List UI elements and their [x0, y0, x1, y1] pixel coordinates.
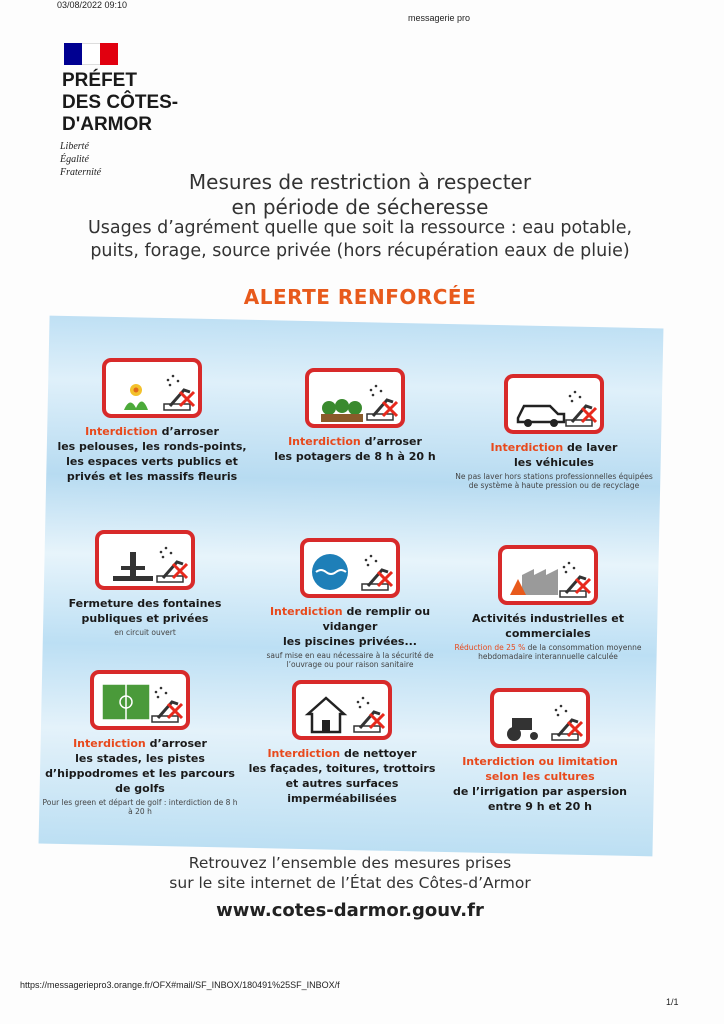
print-app-name: messagerie pro	[408, 13, 471, 23]
measure-card	[454, 374, 654, 490]
measure-body: Activités industrielles et commerciales	[472, 612, 624, 640]
measure-text	[45, 596, 245, 626]
measure-text	[255, 434, 455, 464]
measure-text	[250, 604, 450, 649]
measure-lead: Interdiction	[85, 425, 158, 438]
measure-card	[255, 368, 455, 464]
measure-note	[45, 628, 245, 637]
measure-lead: Interdiction	[288, 435, 361, 448]
website-link[interactable]: www.cotes-darmor.gouv.fr	[216, 900, 484, 921]
page-title: Mesures de restriction à respecter en période de sécheresse	[188, 170, 532, 219]
page-number: 1/1	[666, 997, 679, 1007]
alert-level: ALERTE RENFORCÉE	[243, 285, 477, 309]
measure-text	[242, 746, 442, 806]
pool-icon	[300, 538, 400, 598]
vegetable-garden-icon	[305, 368, 405, 428]
measure-card	[448, 545, 648, 661]
measure-note-text: de la consommation moyenne hebdomadaire interannuelle calculée	[478, 643, 642, 661]
measure-note	[454, 472, 654, 490]
measure-body: les façades, toitures, trottoirs et autres surfaces imperméabilisées	[248, 762, 436, 805]
measure-note-text: sauf mise en eau nécessaire à la sécurité de l’ouvrage ou pour raison sanitaire	[266, 651, 434, 669]
measure-lead: Interdiction	[269, 605, 343, 618]
stadium-icon	[90, 670, 190, 730]
measure-body: les stades, les pistes d’hippodromes et les parcours de golfs	[45, 752, 235, 795]
republic-motto: Liberté Égalité Fraternité	[60, 141, 102, 178]
measure-lead: Interdiction	[490, 441, 564, 454]
measure-text	[40, 736, 240, 796]
measure-lead: Interdiction ou limitation	[462, 755, 618, 768]
measure-note	[40, 798, 240, 816]
measure-body: Fermeture des fontaines publiques et privées	[68, 597, 222, 625]
measure-lead-rest: d’arroser	[360, 435, 422, 448]
measure-text	[52, 424, 252, 484]
measure-note-highlight: Réduction de 25 %	[454, 643, 526, 652]
marianne-flag-logo	[64, 43, 118, 65]
measure-card	[242, 680, 442, 806]
measure-note-text: Pour les green et départ de golf : interdiction de 8 h à 20 h	[42, 798, 238, 816]
measure-note	[448, 643, 648, 661]
measure-card	[52, 358, 252, 484]
measure-text	[454, 440, 654, 470]
measure-condition: selon les cultures	[485, 770, 595, 783]
measure-note-text: Ne pas laver hors stations professionnelles équipées de système à haute pression ou de recyclage	[455, 472, 653, 490]
fountain-icon	[95, 530, 195, 590]
print-url: https://messageriepro3.orange.fr/OFX#mail/SF_INBOX/180491%25SF_INBOX/f	[20, 980, 340, 990]
measure-body: les piscines privées...	[282, 635, 417, 648]
measure-lead: Interdiction	[73, 737, 146, 750]
print-datetime: 03/08/2022 09:10	[57, 0, 128, 10]
flower-sprinkler-icon	[102, 358, 202, 418]
measure-card	[40, 670, 240, 816]
page-subtitle: Usages d’agrément quelle que soit la ressource : eau potable, puits, forage, source privée (hors récupération eaux de pluie)	[87, 218, 633, 261]
measure-card	[440, 688, 640, 814]
measure-lead-rest: d’arroser	[157, 425, 219, 438]
measure-text	[440, 754, 640, 814]
measure-body: les véhicules	[514, 456, 594, 469]
measure-body: les pelouses, les ronds-points, les espaces verts publics et privés et les massifs fleuris	[57, 440, 247, 483]
measure-body: les potagers de 8 h à 20 h	[274, 450, 436, 463]
measure-lead-rest: de laver	[563, 441, 618, 454]
measure-text	[448, 611, 648, 641]
measure-card	[250, 538, 450, 669]
measure-lead-rest: de nettoyer	[340, 747, 417, 760]
prefecture-name: PRÉFET DES CÔTES- D'ARMOR	[62, 70, 179, 135]
measure-lead-rest: de remplir ou vidanger	[322, 605, 431, 633]
measure-lead: Interdiction	[267, 747, 341, 760]
measure-note	[250, 651, 450, 669]
tractor-irrigation-icon	[490, 688, 590, 748]
measure-body: de l’irrigation par aspersion entre 9 h et 20 h	[452, 785, 628, 813]
measure-card	[45, 530, 245, 637]
house-cleaning-icon	[292, 680, 392, 740]
measure-note-text: en circuit ouvert	[114, 628, 176, 637]
car-wash-icon	[504, 374, 604, 434]
footer-text: Retrouvez l’ensemble des mesures prises sur le site internet de l’État des Côtes-d’Armor	[169, 854, 531, 892]
measure-lead-rest: d’arroser	[145, 737, 207, 750]
factory-icon	[498, 545, 598, 605]
